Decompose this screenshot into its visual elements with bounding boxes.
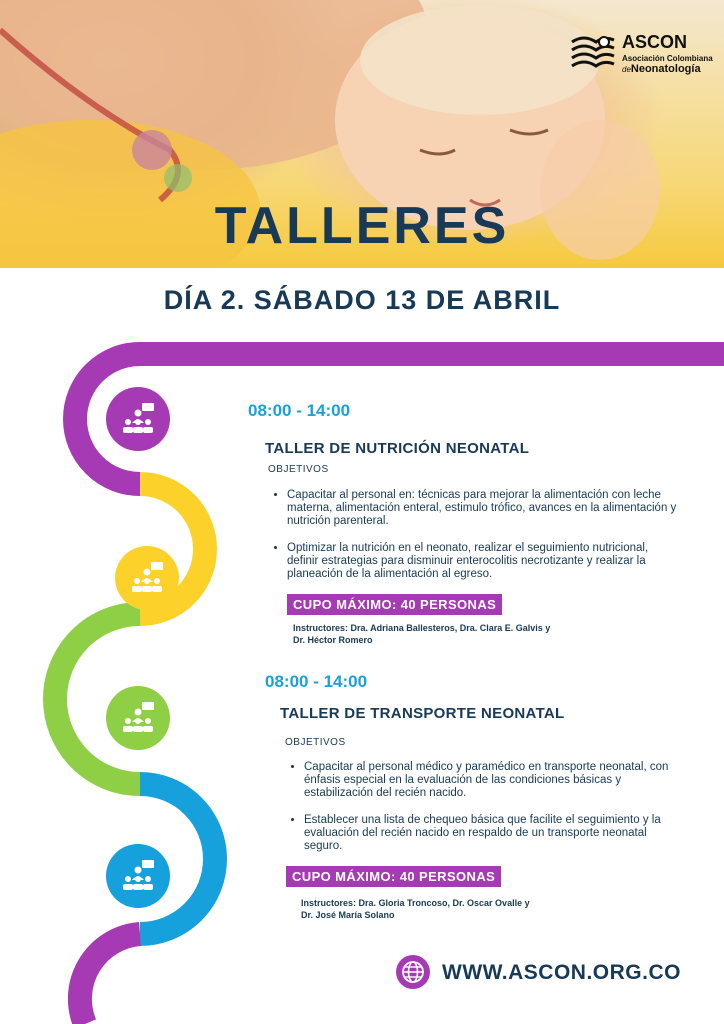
workshop-1-instructors	[293, 622, 593, 646]
list-item: • Optimizar la nutrición en el neonato, realizar el seguimiento nutricional, definir estrategias para disminuir enterocolitis necrotizante y realizar la planeación de la alimentación al egreso.	[287, 542, 677, 581]
instructors-line: Dr. Héctor Romero	[293, 635, 373, 645]
instructors-line: Instructores: Dra. Adriana Ballesteros, Dra. Clara E. Galvis y	[293, 623, 551, 633]
workshop-1-time: 08:00 - 14:00	[248, 401, 351, 420]
instructors-line: Dr. José María Solano	[301, 910, 395, 920]
workshop-2-objectives	[284, 761, 684, 867]
list-item: • Establecer una lista de chequeo básica que facilite el seguimiento y la evaluación del recién nacido en respaldo de un transporte neonatal seguro.	[304, 814, 684, 853]
group-presentation-icon	[106, 686, 170, 750]
event-date: DÍA 2. SÁBADO 13 DE ABRIL	[163, 285, 561, 315]
list-item: • Capacitar al personal en: técnicas para mejorar la alimentación con leche materna, alimentación enteral, estimulo trófico, avances en la alimentación y nutrición parenteral.	[287, 489, 677, 528]
group-presentation-icon	[120, 403, 156, 435]
workshop-1-title: TALLER DE NUTRICIÓN NEONATAL	[265, 440, 530, 457]
group-presentation-icon	[120, 860, 156, 892]
group-presentation-icon	[106, 387, 170, 451]
group-presentation-icon	[129, 562, 165, 594]
logo-subtitle: Asociación Colombiana	[622, 54, 713, 63]
workshop-2-objectives-label: OBJETIVOS	[285, 737, 346, 748]
logo-prefix: de	[622, 65, 631, 74]
logo-name: ASCON	[622, 32, 688, 52]
instructors-line: Instructores: Dra. Gloria Troncoso, Dr. Oscar Ovalle y	[301, 898, 530, 908]
workshop-1-objectives	[267, 489, 677, 595]
list-item: • Capacitar al personal médico y paramédico en transporte neonatal, con énfasis especial en la evaluación de las condiciones básicas y estabilización del recién nacido.	[304, 761, 684, 800]
workshop-1-capacity-badge: CUPO MÁXIMO: 40 PERSONAS	[287, 594, 502, 615]
group-presentation-icon	[106, 844, 170, 908]
globe-icon	[396, 955, 430, 989]
group-presentation-icon	[120, 702, 156, 734]
website-url[interactable]: WWW.ASCON.ORG.CO	[442, 961, 681, 984]
workshop-1-objectives-label: OBJETIVOS	[268, 464, 329, 475]
workshop-2-capacity-badge: CUPO MÁXIMO: 40 PERSONAS	[286, 866, 501, 887]
workshop-2-time: 08:00 - 14:00	[265, 672, 368, 691]
workshop-2-title: TALLER DE TRANSPORTE NEONATAL	[280, 705, 565, 722]
group-presentation-icon	[115, 546, 179, 610]
website-link[interactable]	[396, 955, 696, 991]
globe-icon	[396, 955, 430, 989]
workshop-2-instructors	[301, 897, 601, 921]
page-title: TALLERES	[214, 197, 510, 255]
logo-subtitle-word: Neonatología	[630, 63, 701, 75]
